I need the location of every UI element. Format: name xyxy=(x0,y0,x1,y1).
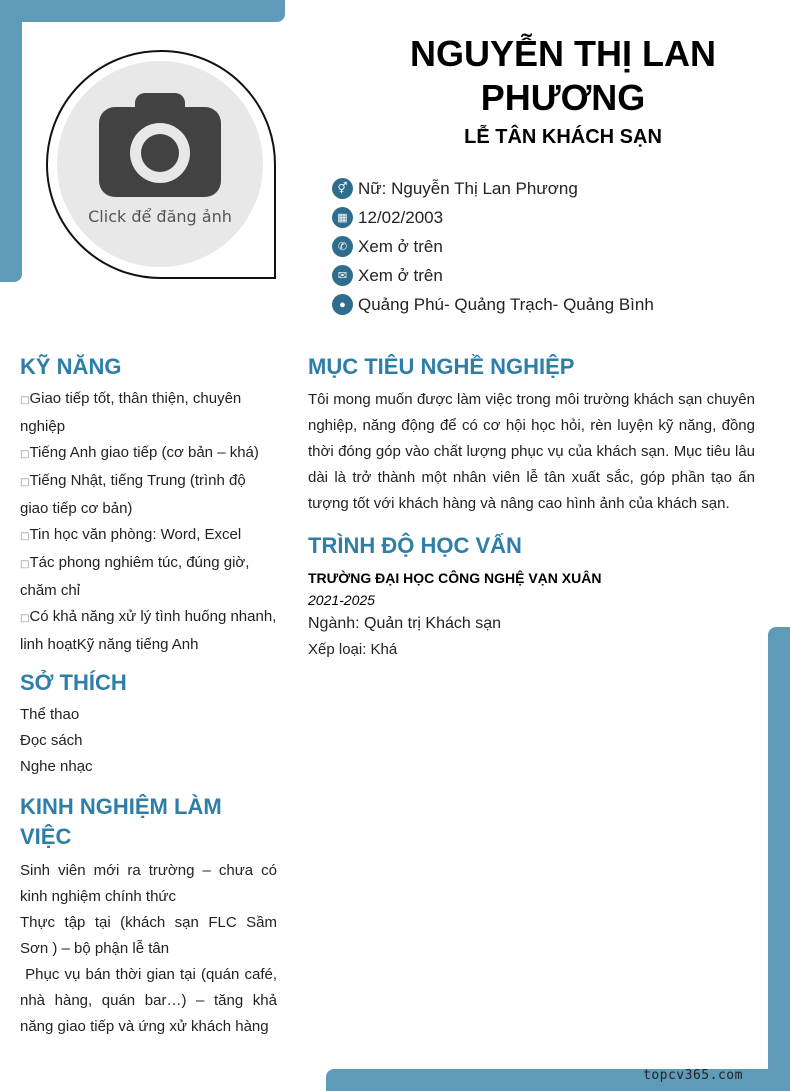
contact-address xyxy=(332,290,654,319)
right-column xyxy=(308,352,755,663)
list-item: Đọc sách xyxy=(20,732,83,749)
list-item: Nghe nhạc xyxy=(20,758,93,775)
location-icon: ● xyxy=(332,294,353,315)
list-item: □Tiếng Anh giao tiếp (cơ bản – khá) xyxy=(20,444,259,461)
checkbox-icon: □ xyxy=(20,395,30,406)
list-item: □Tin học văn phòng: Word, Excel xyxy=(20,526,242,543)
list-item: □Có khả năng xử lý tình huống nhanh, linh hoạtKỹ năng tiếng Anh xyxy=(20,608,277,653)
list-item: Thể thao xyxy=(20,706,80,723)
contact-phone xyxy=(332,232,654,261)
contact-text: Nữ: Nguyễn Thị Lan Phương xyxy=(358,178,578,198)
contact-text: Xem ở trên xyxy=(358,236,443,256)
photo-upload[interactable] xyxy=(57,61,263,267)
education-years: 2021-2025 xyxy=(308,592,375,608)
list-item: □Giao tiếp tốt, thân thiện, chuyên nghiệp xyxy=(20,390,242,435)
contact-list xyxy=(332,174,654,319)
contact-gender xyxy=(332,174,654,203)
list-item: Phục vụ bán thời gian tại (quán café, nhà hàng, quán bar…) – tăng khả năng giao tiếp và ứng xử khách hàng xyxy=(20,966,282,1035)
calendar-icon: ▦ xyxy=(332,207,353,228)
education-rank: Xếp loại: Khá xyxy=(308,641,398,658)
list-item: □Tiếng Nhật, tiếng Trung (trình độ giao tiếp cơ bản) xyxy=(20,472,246,517)
top-decor-bar xyxy=(0,0,285,22)
left-decor-bar xyxy=(0,0,22,282)
email-icon: ✉ xyxy=(332,265,353,286)
checkbox-icon: □ xyxy=(20,559,30,570)
school-name: TRƯỜNG ĐẠI HỌC CÔNG NGHỆ VẠN XUÂN xyxy=(308,570,602,586)
list-item: Sinh viên mới ra trường – chưa có kinh nghiệm chính thức xyxy=(20,862,277,905)
hobbies-title: SỞ THÍCH xyxy=(20,670,127,695)
contact-text: Xem ở trên xyxy=(358,265,443,285)
education-major: Ngành: Quản trị Khách sạn xyxy=(308,615,502,632)
checkbox-icon: □ xyxy=(20,613,30,624)
list-item: Thực tập tại (khách sạn FLC Sầm Sơn ) – bộ phận lễ tân xyxy=(20,914,277,957)
phone-icon: ✆ xyxy=(332,236,353,257)
hobbies-list xyxy=(20,702,277,780)
education-title: TRÌNH ĐỘ HỌC VẤN xyxy=(308,533,522,558)
contact-email xyxy=(332,261,654,290)
objective-title: MỤC TIÊU NGHỀ NGHIỆP xyxy=(308,354,575,379)
photo-caption: Click để đăng ảnh xyxy=(88,207,232,226)
watermark: topcv365.com xyxy=(643,1068,743,1083)
skills-title: KỸ NĂNG xyxy=(20,354,122,379)
checkbox-icon: □ xyxy=(20,477,30,488)
experience-title: KINH NGHIỆM LÀM VIỆC xyxy=(20,794,222,849)
experience-list xyxy=(20,858,282,1040)
right-decor-bar xyxy=(768,627,790,1091)
camera-lens xyxy=(141,134,179,172)
job-title: LỄ TÂN KHÁCH SẠN xyxy=(464,126,662,148)
skills-list xyxy=(20,386,277,658)
gender-icon: ⚥ xyxy=(332,178,353,199)
checkbox-icon: □ xyxy=(20,531,30,542)
objective-text: Tôi mong muốn được làm việc trong môi trường khách sạn chuyên nghiệp, năng động để có cơ hội học hỏi, rèn luyện kỹ năng, đồng thời đóng góp vào chất lượng phục vụ của khách sạn. Mục tiêu lâu dài là trở thành một nhân viên lễ tân xuất sắc, góp phần tạo ấn tượng tốt với khách hàng và nâng cao hình ảnh của khách sạn. xyxy=(308,391,755,512)
contact-birthdate xyxy=(332,203,654,232)
candidate-name: NGUYỄN THỊ LAN PHƯƠNG xyxy=(410,33,716,118)
checkbox-icon: □ xyxy=(20,449,30,460)
left-column xyxy=(20,352,282,1040)
list-item: □Tác phong nghiêm túc, đúng giờ, chăm chỉ xyxy=(20,554,250,599)
contact-text: Quảng Phú- Quảng Trạch- Quảng Bình xyxy=(358,294,654,314)
contact-text: 12/02/2003 xyxy=(358,207,444,227)
